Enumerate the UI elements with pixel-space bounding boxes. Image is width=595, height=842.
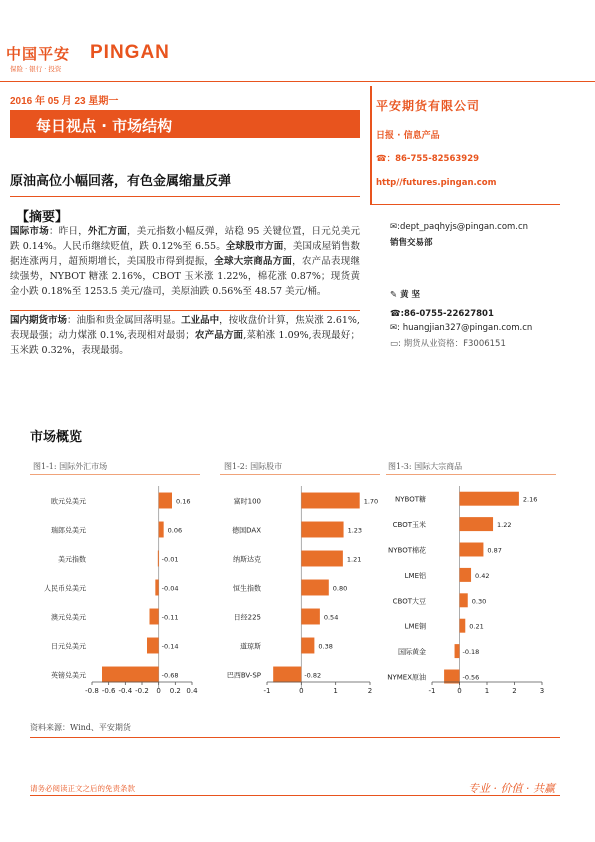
company-phone: ☎：86-755-82563929 (376, 154, 480, 164)
bar (460, 568, 472, 582)
bar (301, 638, 314, 654)
category-label: 巴西BV-SP (226, 671, 261, 680)
category-label: NYBOT棉花 (388, 546, 426, 555)
category-label: LME铜 (404, 622, 426, 631)
value-label: 1.23 (347, 526, 363, 535)
x-tick-label: 2 (512, 687, 517, 695)
x-tick-label: -0.6 (101, 687, 116, 695)
chart-fx (30, 478, 205, 698)
bar (301, 493, 359, 509)
category-label: NYMEX原油 (387, 673, 426, 682)
logo-cn: 中国平安 (6, 45, 71, 63)
category-label: 日元兑美元 (51, 642, 86, 651)
chart1-title-rule (30, 474, 200, 475)
category-label: LME铝 (404, 571, 426, 580)
bar (159, 493, 172, 509)
category-label: 瑞郎兑美元 (51, 526, 86, 535)
logo-en: PINGAN (90, 42, 170, 63)
x-tick-label: 1 (484, 687, 490, 695)
chart-commodities (380, 478, 560, 698)
value-label: 0.80 (332, 584, 348, 593)
value-label: 0.06 (167, 526, 183, 535)
category-label: CBOT大豆 (392, 597, 426, 606)
category-label: 国际黄金 (398, 648, 426, 657)
sidebar-divider (370, 204, 560, 205)
bar (444, 670, 459, 684)
value-label: -0.04 (161, 584, 179, 593)
bar (301, 580, 328, 596)
analyst-email[interactable]: ✉: huangjian327@pingan.com.cn (390, 323, 533, 333)
phone-icon: ☎: (390, 309, 404, 319)
category-label: 人民币兑美元 (44, 584, 86, 593)
analyst-phone: ☎:86-0755-22627801 (390, 309, 494, 319)
bar (159, 522, 164, 538)
category-label: CBOT玉米 (392, 521, 426, 530)
bar (102, 667, 159, 683)
para-divider (10, 310, 360, 311)
chart3-title: 图1-3: 国际大宗商品 (388, 462, 463, 471)
category-label: 恒生指数 (233, 584, 261, 593)
bar (301, 522, 343, 538)
value-label: 0.21 (469, 622, 484, 631)
x-tick-label: 0 (299, 687, 304, 695)
headline: 原油高位小幅回落，有色金属缩量反弹 (10, 174, 232, 189)
banner-title: 每日视点 · 市场结构 (36, 117, 173, 135)
dept-name: 销售交易部 (390, 238, 433, 248)
value-label: 1.22 (497, 521, 512, 530)
value-label: 2.16 (522, 495, 538, 504)
bar (301, 609, 320, 625)
value-label: -0.56 (462, 673, 480, 682)
bar (460, 517, 494, 531)
x-tick-label: 1 (333, 687, 338, 695)
value-label: 0.42 (475, 571, 490, 580)
category-label: 美元指数 (58, 555, 86, 564)
chart2-title: 图1-2: 国际股市 (224, 462, 283, 471)
company-name: 平安期货有限公司 (376, 99, 481, 113)
report-date: 2016 年 05 月 23 星期一 (10, 96, 119, 107)
sidebar-accent (370, 86, 372, 204)
value-label: -0.82 (304, 671, 322, 680)
value-label: -0.14 (161, 642, 179, 651)
x-tick-label: -1 (428, 687, 436, 695)
category-label: 道琼斯 (240, 642, 261, 651)
pen-icon: ✎ (390, 290, 401, 300)
footer-divider (30, 795, 560, 796)
x-tick-label: 3 (539, 687, 545, 695)
top-divider (0, 81, 595, 82)
mail-icon: ✉: (390, 222, 400, 232)
category-label: 纳斯达克 (233, 555, 261, 564)
category-label: NYBOT糖 (395, 495, 426, 504)
x-tick-label: -0.4 (118, 687, 133, 695)
x-tick-label: 0 (457, 687, 462, 695)
mail-icon: ✉: (390, 323, 403, 333)
para-domestic: 国内期货市场：油脂和贵金属回落明显。工业品中，按收盘价计算，焦炭涨 2.61%,表现最强；动力煤涨 0.1%,表现相对最弱；农产品方面,菜粕涨 1.09%,表现最好；玉米跌 0.32%，表现最弱。 (10, 315, 360, 356)
abstract-title: 【摘要】 (16, 210, 69, 225)
section-title: 市场概览 (30, 430, 83, 445)
category-label: 富时100 (233, 497, 261, 506)
bar (460, 492, 519, 506)
para1-lead: 国际市场 (10, 226, 50, 237)
source-note: 资料来源：Wind、平安期货 (30, 723, 131, 732)
dept-email[interactable]: ✉:dept_paqhyjs@pingan.com.cn (390, 222, 529, 232)
value-label: -0.18 (462, 648, 480, 657)
bar (460, 619, 466, 633)
value-label: 0.87 (487, 546, 502, 555)
x-tick-label: 0 (156, 687, 161, 695)
value-label: -0.11 (161, 613, 179, 622)
x-tick-label: -1 (263, 687, 271, 695)
bar (455, 644, 460, 658)
slogan: 专业 · 价值 · 共赢 (468, 782, 555, 795)
value-label: 1.21 (346, 555, 362, 564)
headline-divider (10, 196, 360, 197)
logo-tagline: 保险 · 银行 · 投资 (10, 65, 62, 73)
para-international: 国际市场：昨日，外汇方面，美元指数小幅反弹，站稳 95 关键位置，日元兑美元跌 0.14%。人民币继续贬值，跌 0.12%至 6.55。全球股市方面，美国成屋销售数据连涨两月，超预期增长，美国股市得到提振，全球大宗商品方面，农产品表现继续强势，NYBOT 糖涨 2.16%，CBOT 玉米涨 1.22%，棉花涨 0.87%；现货黄金小跌 0.18%至 1253.5 美元/盎司，美原油跌 0.56%至 48.57 美元/桶。 (10, 226, 360, 297)
bar (147, 638, 159, 654)
value-label: -0.01 (161, 555, 179, 564)
analyst-license: ▭: 期货从业资格：F3006151 (390, 339, 506, 349)
value-label: 0.38 (318, 642, 333, 651)
phone-icon: ☎： (376, 154, 396, 164)
x-tick-label: -0.2 (135, 687, 149, 695)
bar (150, 609, 159, 625)
company-url[interactable]: http//futures.pingan.com (376, 178, 497, 188)
disclaimer-link[interactable]: 请务必阅读正文之后的免责条款 (30, 784, 135, 793)
value-label: 1.70 (363, 497, 379, 506)
value-label: 0.16 (176, 497, 191, 506)
chart3-title-rule (386, 474, 556, 475)
report-type: 日报 · 信息产品 (376, 131, 440, 141)
category-label: 欧元兑美元 (51, 497, 86, 506)
x-tick-label: 2 (367, 687, 373, 695)
x-tick-label: 0.4 (186, 687, 198, 695)
bar (301, 551, 343, 567)
x-tick-label: 0.2 (169, 687, 181, 695)
bar (155, 580, 158, 596)
bar (460, 543, 484, 557)
id-card-icon: ▭: (390, 339, 404, 349)
category-label: 英镑兑美元 (51, 671, 86, 680)
category-label: 德国DAX (232, 526, 261, 535)
para2-lead: 国内期货市场 (10, 315, 68, 326)
source-divider (30, 737, 560, 738)
chart1-title: 图1-1: 国际外汇市场 (33, 462, 108, 471)
chart-stocks (215, 478, 385, 698)
x-tick-label: -0.8 (85, 687, 99, 695)
category-label: 日经225 (233, 613, 261, 622)
bar (273, 667, 301, 683)
value-label: 0.54 (323, 613, 339, 622)
bar (158, 551, 159, 567)
bar (460, 593, 468, 607)
chart2-title-rule (220, 474, 380, 475)
analyst: ✎ 黄 坚 (390, 290, 421, 300)
value-label: 0.30 (471, 597, 487, 606)
value-label: -0.68 (161, 671, 179, 680)
category-label: 澳元兑美元 (51, 613, 86, 622)
